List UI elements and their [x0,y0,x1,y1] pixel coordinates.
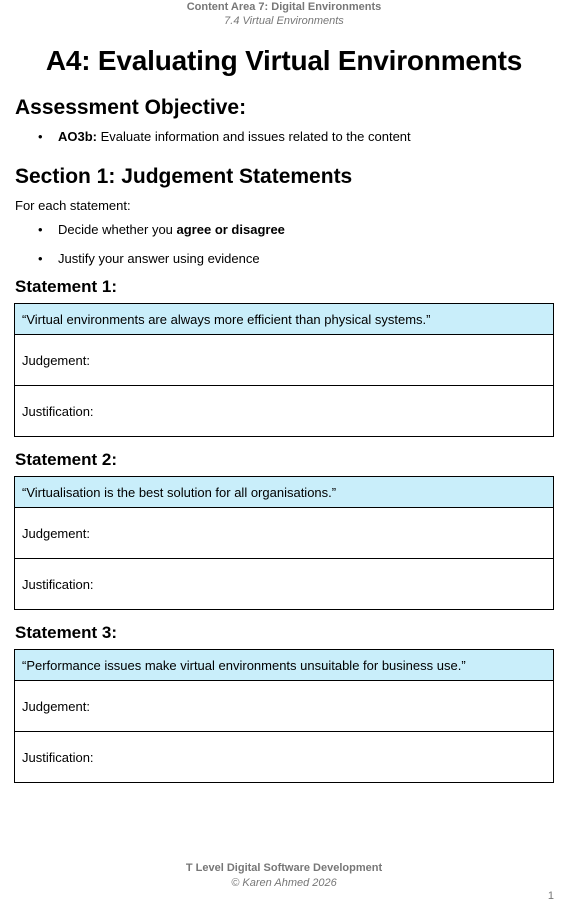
statement-3-justification-field[interactable]: Justification: [15,732,554,783]
statement-2-heading: Statement 2: [15,450,118,469]
instruction-text: Justify your answer using evidence [58,251,260,266]
section-heading: Section 1: Judgement Statements [15,165,353,188]
statement-2-judgement-field[interactable]: Judgement: [15,508,554,559]
statement-1-judgement-field[interactable]: Judgement: [15,335,554,386]
footer-copyright: © Karen Ahmed 2026 [231,877,337,889]
statement-2-table [14,476,554,610]
page-title: A4: Evaluating Virtual Environments [45,45,523,76]
page-number: 1 [547,890,554,902]
objective-list [38,129,568,145]
instruction-item [38,222,568,238]
instruction-text: Decide whether you [58,222,177,237]
instruction-item [38,251,568,267]
content-area-label: Content Area 7: Digital Environments [186,1,382,13]
statement-1-quote: “Virtual environments are always more efficient than physical systems.” [15,304,554,335]
statement-1-heading: Statement 1: [15,277,118,296]
subtopic-label: 7.4 Virtual Environments [224,15,344,27]
statement-1-justification-field[interactable]: Justification: [15,386,554,437]
page-footer [0,861,568,891]
footer-course: T Level Digital Software Development [185,862,383,874]
statement-3-judgement-field[interactable]: Judgement: [15,681,554,732]
objective-code: AO3b: [58,129,97,144]
section-intro: For each statement: [15,198,131,213]
statement-3-heading: Statement 3: [15,623,118,642]
statement-3-quote: “Performance issues make virtual environments unsuitable for business use.” [15,650,554,681]
statement-3-table [14,649,554,783]
objective-text: Evaluate information and issues related to the content [97,129,411,144]
statement-2-quote: “Virtualisation is the best solution for all organisations.” [15,477,554,508]
instruction-emphasis: agree or disagree [176,222,285,237]
instruction-list [38,222,568,267]
statement-1-table [14,303,554,437]
statement-2-justification-field[interactable]: Justification: [15,559,554,610]
page-header [0,0,568,29]
objective-heading: Assessment Objective: [15,96,247,119]
objective-item [38,129,568,145]
